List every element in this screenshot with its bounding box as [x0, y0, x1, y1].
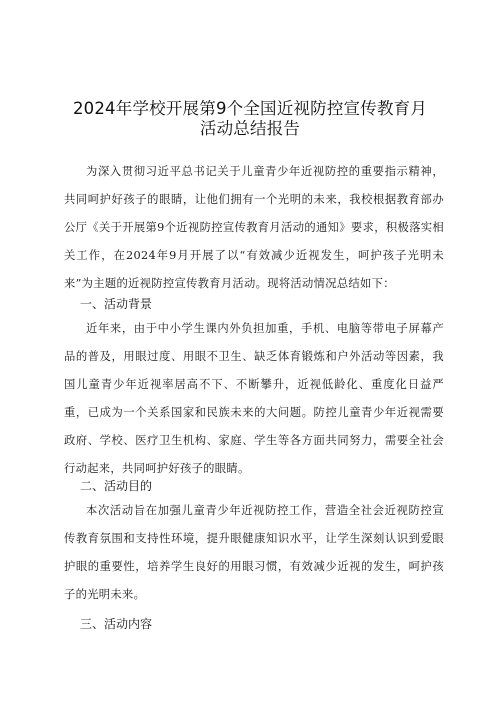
- section-heading-purpose: 二、活动目的: [80, 479, 153, 493]
- intro-paragraph: 为深入贯彻习近平总书记关于儿童青少年近视防控的重要指示精神，共同呵护好孩子的眼睛，让他们拥有一个光明的未来，我校根据教育部办公厅《关于开展第9个近视防控宣传教育月活动的通知》要求，积极落实相关工作，在2024年9月开展了以“有效减少近视发生，呵护孩子光明未来”为主题的近视防控宣传教育月活动。现将活动情况总结如下：: [64, 165, 444, 290]
- section-heading-background: 一、活动背景: [80, 297, 153, 311]
- document-title-line-2: 活动总结报告: [199, 119, 301, 138]
- section-heading-content: 三、活动内容: [80, 617, 153, 631]
- section-body-purpose: 本次活动旨在加强儿童青少年近视防控工作，营造全社会近视防控宣传教育氛围和支持性环境，提升眼健康知识水平，让学生深刻认识到爱眼护眼的重要性，培养学生良好的用眼习惯，有效减少近视的发生，呵护孩子的光明未来。: [64, 504, 444, 601]
- section-body-background: 近年来，由于中小学生课内外负担加重，手机、电脑等带电子屏幕产品的普及，用眼过度、用眼不卫生、缺乏体育锻炼和户外活动等因素，我国儿童青少年近视率居高不下、不断攀升，近视低龄化、重度化日益严重，已成为一个关系国家和民族未来的大问题。防控儿童青少年近视需要政府、学校、医疗卫生机构、家庭、学生等各方面共同努力，需要全社会行动起来，共同呵护好孩子的眼睛。: [64, 322, 444, 475]
- document-title-line-1: 2024年学校开展第9个全国近视防控宣传教育月: [72, 99, 428, 118]
